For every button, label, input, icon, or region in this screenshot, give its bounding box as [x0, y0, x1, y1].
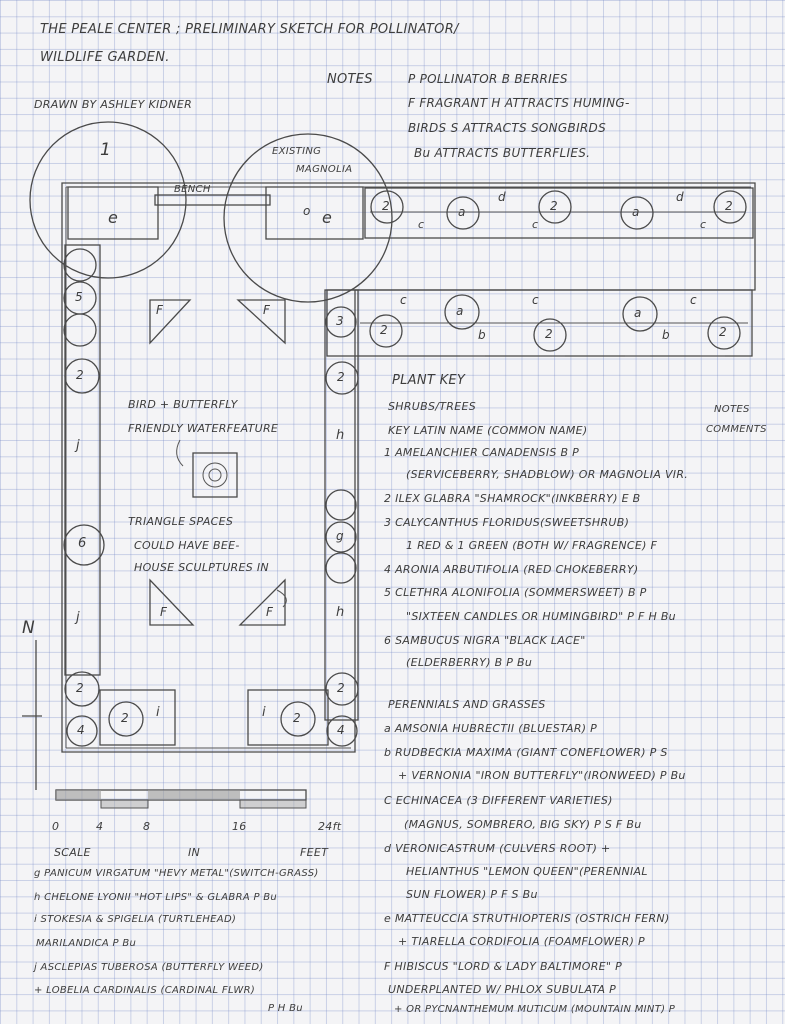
shrub-line: 6 SAMBUCUS NIGRA "BLACK LACE" [384, 634, 586, 647]
perennial-line: F HIBISCUS "LORD & LADY BALTIMORE" P [384, 960, 623, 973]
top-c-label: c [532, 218, 539, 231]
waterfeature-box [193, 453, 237, 497]
notes-line-4: Bu ATTRACTS BUTTERFLIES. [414, 146, 591, 160]
perennial-line: (MAGNUS, SOMBRERO, BIG SKY) P S F Bu [404, 818, 642, 831]
magnolia-label: MAGNOLIA [296, 164, 353, 175]
e-right-label: e [322, 208, 333, 227]
shrub-line: 1 RED & 1 GREEN (BOTH W/ FRAGRENCE) F [406, 539, 658, 552]
triangle-note-1: TRIANGLE SPACES [128, 515, 234, 528]
second-row-b: b [478, 328, 486, 342]
perennial-line: HELIANTHUS "LEMON QUEEN"(PERENNIAL [406, 865, 648, 878]
bed-i-label: i [262, 705, 266, 720]
right-col-label: h [336, 428, 345, 443]
comments-col: COMMENTS [706, 424, 767, 435]
top-row-plants [371, 191, 746, 229]
left-col-label: 2 [76, 681, 84, 695]
right-col-label: 3 [336, 314, 344, 328]
top-row-label: a [632, 205, 640, 219]
second-row-b: b [662, 328, 670, 342]
bed-i-right [248, 690, 328, 745]
shrub-line: (SERVICEBERRY, SHADBLOW) OR MAGNOLIA VIR. [406, 468, 689, 481]
second-row-2: 2 [719, 325, 727, 339]
top-row-label: d [676, 190, 684, 204]
top-row-label: 2 [382, 199, 390, 213]
waterfeature-arrow [177, 440, 183, 466]
shrub-line: (ELDERBERRY) B P Bu [406, 656, 533, 669]
top-row-label: 2 [550, 199, 558, 213]
notes-heading: NOTES [327, 72, 373, 87]
bed-2-label: 2 [121, 711, 129, 725]
left-col-label: 2 [76, 368, 84, 382]
shrub-line: "SIXTEEN CANDLES OR HUMINGBIRD" P F H Bu [406, 610, 676, 623]
tree-1-label: 1 [100, 140, 112, 160]
f-label-3: F [160, 605, 168, 619]
perennial-line: a AMSONIA HUBRECTII (BLUESTAR) P [384, 722, 598, 735]
perennial-line: + OR PYCNANTHEMUM MUTICUM (MOUNTAIN MINT) P [394, 1004, 676, 1015]
shrub-line: 4 ARONIA ARBUTIFOLIA (RED CHOKEBERRY) [384, 563, 639, 576]
second-row-a: a [456, 304, 464, 318]
bench [155, 195, 270, 205]
waterfeature-line-2: FRIENDLY WATERFEATURE [128, 422, 279, 435]
right-col-label: 2 [337, 681, 345, 695]
north-label: N [22, 618, 36, 638]
key-cols: KEY LATIN NAME (COMMON NAME) [388, 424, 588, 437]
left-column-plants [64, 249, 104, 746]
second-row-c: c [690, 293, 697, 307]
triangle-note-3: HOUSE SCULPTURES IN [134, 561, 269, 574]
perennial-line: + TIARELLA CORDIFOLIA (FOAMFLOWER) P [398, 935, 645, 948]
top-row-label: a [458, 205, 466, 219]
bench-label: BENCH [174, 184, 211, 195]
scale-tick: 0 [52, 820, 60, 833]
right-col-label: 2 [337, 370, 345, 384]
triangle-f-2 [238, 300, 285, 343]
top-row-label: d [498, 190, 506, 204]
perennial-line: b RUDBECKIA MAXIMA (GIANT CONEFLOWER) P S [384, 746, 668, 759]
notes-line-2: F FRAGRANT H ATTRACTS HUMING- [408, 96, 630, 110]
scale-tick: 16 [232, 820, 247, 833]
scale-tick: 24ft [318, 820, 342, 833]
shrub-line: 5 CLETHRA ALONIFOLIA (SOMMERSWEET) B P [384, 586, 647, 599]
scale-in-label: IN [188, 846, 201, 859]
second-row-a: a [634, 306, 642, 320]
o-mark: o [303, 204, 311, 218]
second-row-2: 2 [380, 323, 388, 337]
shrub-line: 3 CALYCANTHUS FLORIDUS(SWEETSHRUB) [384, 516, 630, 529]
shrubs-heading: SHRUBS/TREES [388, 400, 477, 413]
triangle-f-3 [150, 580, 193, 625]
second-row-c: c [532, 293, 539, 307]
perennials-heading: PERENNIALS AND GRASSES [388, 698, 546, 711]
perennial-line: + VERNONIA "IRON BUTTERFLY"(IRONWEED) P Bu [398, 769, 686, 782]
triangle-f-4 [240, 580, 285, 625]
perennial-line: e MATTEUCCIA STRUTHIOPTERIS (OSTRICH FERN) [384, 912, 670, 925]
top-c-label: c [700, 218, 707, 231]
shrub-line: 1 AMELANCHIER CANADENSIS B P [384, 446, 580, 459]
shrub-line: 2 ILEX GLABRA "SHAMROCK"(INKBERRY) E B [384, 492, 641, 505]
top-row-label: 2 [725, 199, 733, 213]
scale-bar [56, 790, 306, 808]
existing-label: EXISTING [272, 146, 322, 157]
left-list-line: + LOBELIA CARDINALIS (CARDINAL FLWR) [34, 985, 256, 996]
right-col-label: g [336, 529, 344, 543]
bed-i-left [100, 690, 175, 745]
author: DRAWN BY ASHLEY KIDNER [34, 98, 193, 111]
scale-label: SCALE [54, 846, 91, 859]
bed-right-column [325, 290, 358, 720]
bed-2-label: 2 [293, 711, 301, 725]
e-left-label: e [108, 208, 119, 227]
bed-i-label: i [156, 705, 160, 720]
triangle-note-2: COULD HAVE BEE- [134, 539, 240, 552]
f-label-2: F [263, 303, 271, 317]
second-row-2: 2 [545, 327, 553, 341]
left-col-label: j [76, 438, 80, 453]
right-col-label: 4 [337, 723, 345, 737]
perennial-line: SUN FLOWER) P F S Bu [406, 888, 538, 901]
top-c-label: c [418, 218, 425, 231]
notes-line-3: BIRDS S ATTRACTS SONGBIRDS [408, 121, 607, 135]
left-list-line: P H Bu [268, 1003, 303, 1014]
waterfeature-line-1: BIRD + BUTTERFLY [128, 398, 238, 411]
bed-e-right [266, 187, 363, 239]
bed-left-column [65, 245, 100, 675]
left-list-line: g PANICUM VIRGATUM "HEVY METAL"(SWITCH-GRASS) [34, 868, 319, 879]
title-line-1: THE PEALE CENTER ; PRELIMINARY SKETCH FOR POLLINATOR/ [40, 22, 459, 37]
perennial-line: C ECHINACEA (3 DIFFERENT VARIETIES) [384, 794, 613, 807]
perennial-line: d VERONICASTRUM (CULVERS ROOT) + [384, 842, 611, 855]
notes-col: NOTES [714, 404, 750, 415]
scale-tick: 4 [96, 820, 104, 833]
second-row-c: c [400, 293, 407, 307]
left-col-label: 6 [78, 536, 87, 551]
perennial-line: UNDERPLANTED W/ PHLOX SUBULATA P [388, 983, 617, 996]
scale-feet-label: FEET [300, 846, 329, 859]
f-label-4: F [266, 605, 274, 619]
left-list-line: h CHELONE LYONII "HOT LIPS" & GLABRA P Bu [34, 892, 278, 903]
magnolia-canopy [224, 134, 392, 302]
left-list-line: j ASCLEPIAS TUBEROSA (BUTTERFLY WEED) [34, 962, 264, 973]
left-col-label: j [76, 610, 80, 625]
notes-line-1: P POLLINATOR B BERRIES [408, 72, 568, 86]
title-line-2: WILDLIFE GARDEN. [40, 50, 170, 65]
left-list-line: i STOKESIA & SPIGELIA (TURTLEHEAD) [34, 914, 237, 925]
left-list-line: MARILANDICA P Bu [36, 938, 137, 949]
left-col-label: 5 [75, 290, 83, 304]
left-col-label: 4 [77, 723, 85, 737]
f-label-1: F [156, 303, 164, 317]
plant-key-heading: PLANT KEY [392, 373, 466, 388]
right-col-label: h [336, 605, 345, 620]
scale-tick: 8 [143, 820, 151, 833]
